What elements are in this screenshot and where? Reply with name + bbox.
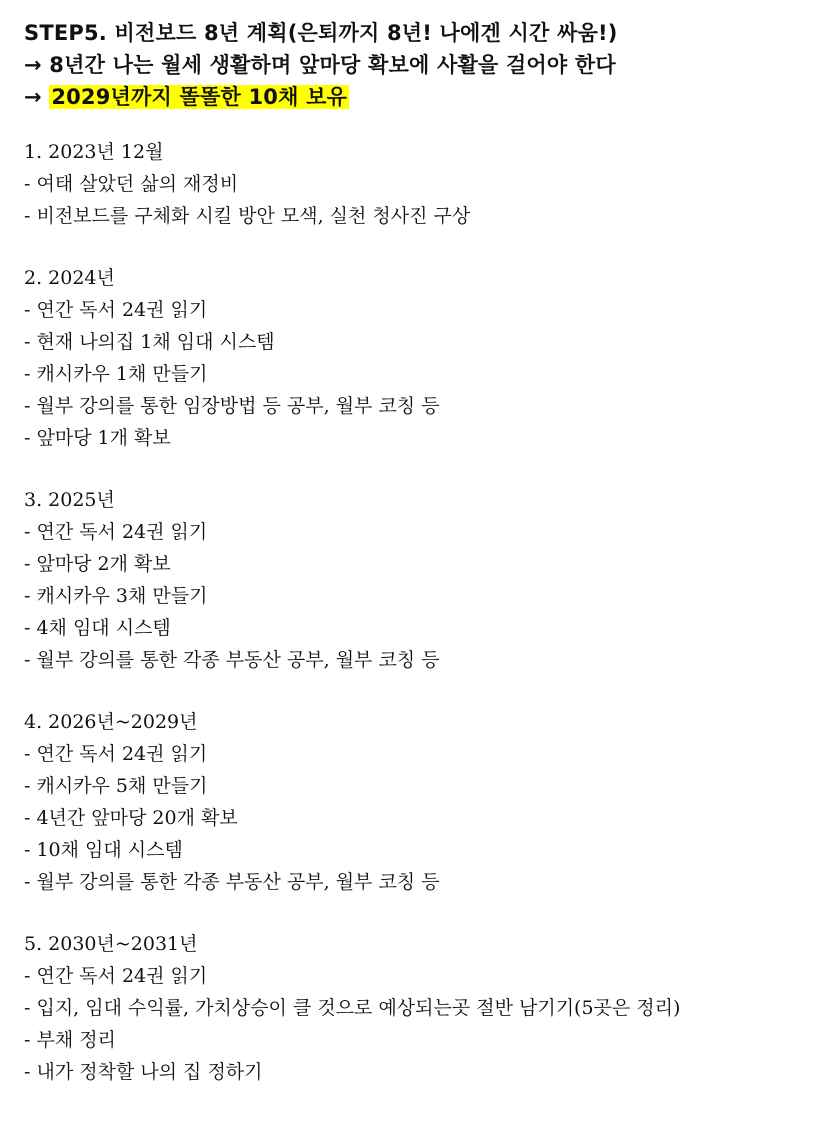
plan-section-2030-2031 xyxy=(24,928,814,1088)
list-item: - 캐시카우 1채 만들기 xyxy=(24,363,208,385)
header-arrow: → xyxy=(24,85,50,109)
header-highlighted-target: 2029년까지 똘똘한 10채 보유 xyxy=(51,85,348,109)
list-item: - 앞마당 1개 확보 xyxy=(24,427,171,449)
list-item: - 연간 독서 24권 읽기 xyxy=(24,965,208,987)
section-title: 2. 2024년 xyxy=(24,267,115,289)
plan-section-2026-2029 xyxy=(24,706,814,898)
plan-section-2025 xyxy=(24,484,814,676)
list-item: - 월부 강의를 통한 각종 부동산 공부, 월부 코칭 등 xyxy=(24,649,440,671)
list-item: - 연간 독서 24권 읽기 xyxy=(24,743,208,765)
list-item: - 캐시카우 5채 만들기 xyxy=(24,775,208,797)
list-item: - 4년간 앞마당 20개 확보 xyxy=(24,807,238,829)
plan-section-2024 xyxy=(24,262,814,454)
header-step-title: STEP5. 비전보드 8년 계획(은퇴까지 8년! 나에겐 시간 싸움!) xyxy=(24,21,618,45)
document-page xyxy=(24,18,814,1088)
list-item: - 현재 나의집 1채 임대 시스템 xyxy=(24,331,275,353)
list-item: - 10채 임대 시스템 xyxy=(24,839,183,861)
list-item: - 부채 정리 xyxy=(24,1029,116,1051)
list-item: - 내가 정착할 나의 집 정하기 xyxy=(24,1061,263,1083)
header-goal-line: → 8년간 나는 월세 생활하며 앞마당 확보에 사활을 걸어야 한다 xyxy=(24,53,616,77)
list-item: - 연간 독서 24권 읽기 xyxy=(24,521,208,543)
plan-section-2023 xyxy=(24,136,814,232)
header-target-line xyxy=(24,82,814,114)
list-item: - 캐시카우 3채 만들기 xyxy=(24,585,208,607)
list-item: - 4채 임대 시스템 xyxy=(24,617,171,639)
list-item: - 월부 강의를 통한 각종 부동산 공부, 월부 코칭 등 xyxy=(24,871,440,893)
section-title: 4. 2026년~2029년 xyxy=(24,711,198,733)
list-item: - 입지, 임대 수익률, 가치상승이 클 것으로 예상되는곳 절반 남기기(5곳은 정리) xyxy=(24,997,681,1019)
list-item: - 월부 강의를 통한 임장방법 등 공부, 월부 코칭 등 xyxy=(24,395,440,417)
section-title: 3. 2025년 xyxy=(24,489,115,511)
list-item: - 연간 독서 24권 읽기 xyxy=(24,299,208,321)
list-item: - 비전보드를 구체화 시킬 방안 모색, 실천 청사진 구상 xyxy=(24,205,471,227)
list-item: - 앞마당 2개 확보 xyxy=(24,553,171,575)
section-title: 5. 2030년~2031년 xyxy=(24,933,198,955)
list-item: - 여태 살았던 삶의 재정비 xyxy=(24,173,239,195)
section-title: 1. 2023년 12월 xyxy=(24,141,164,163)
